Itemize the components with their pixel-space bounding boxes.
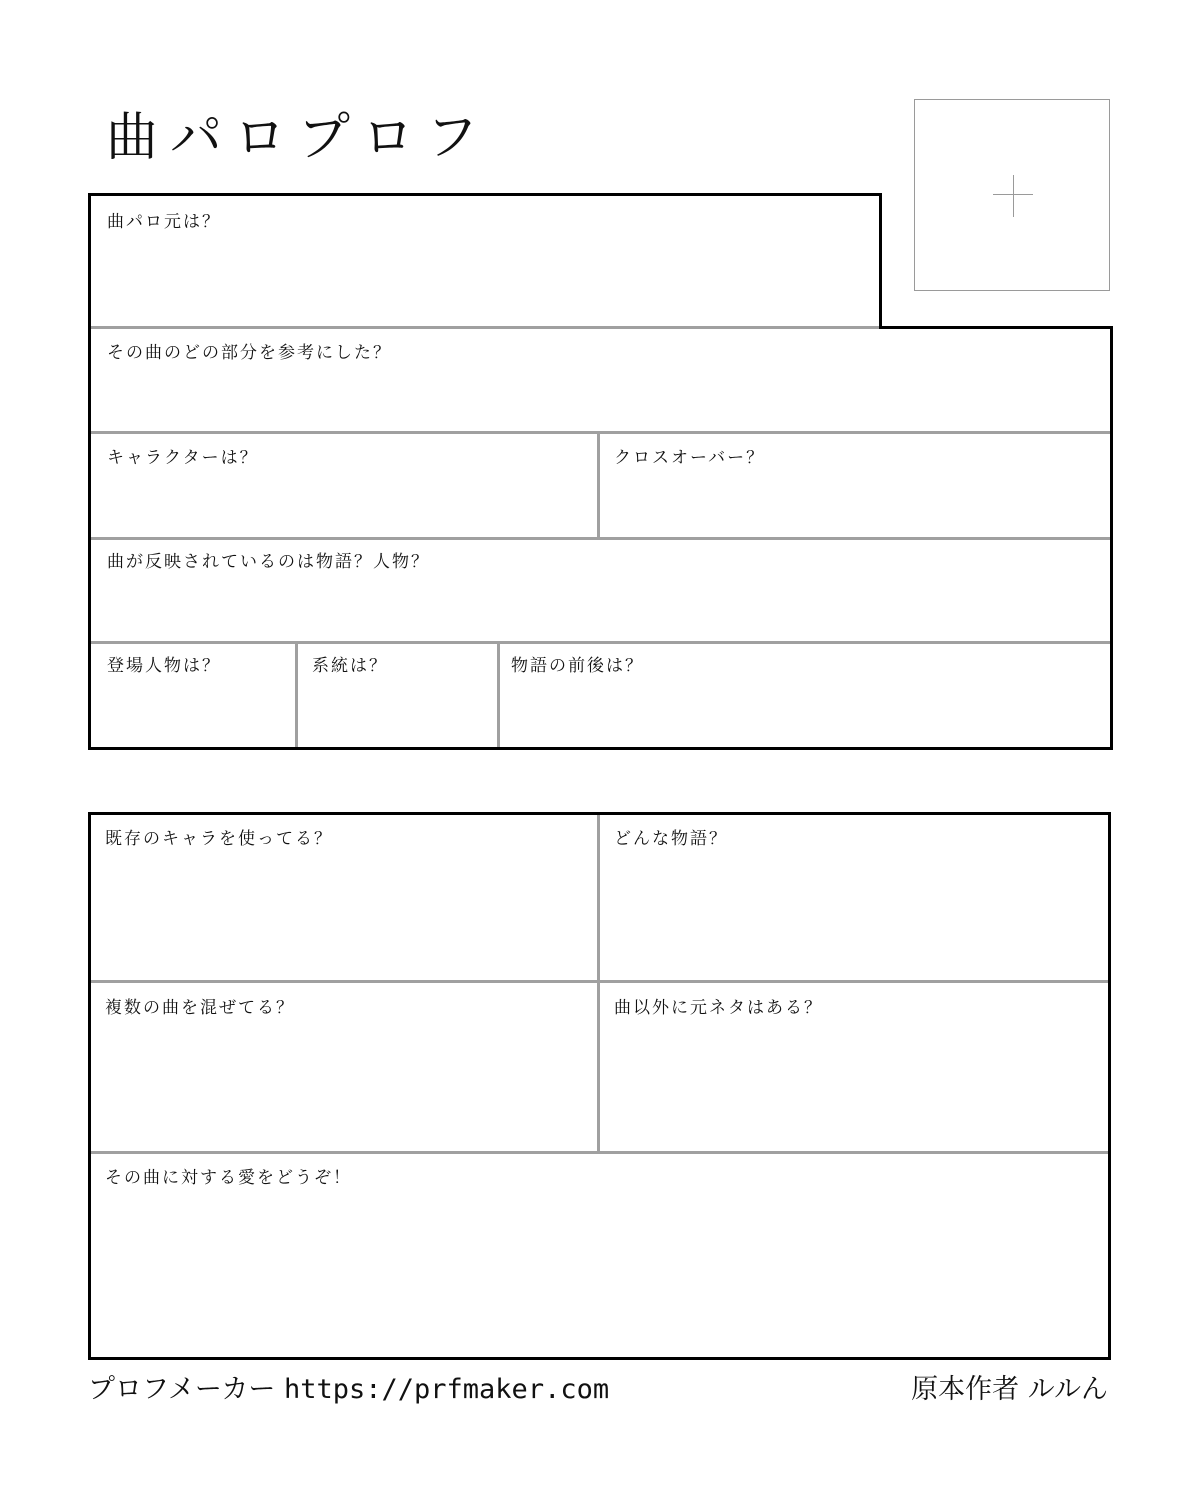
divider — [91, 431, 1110, 434]
field-label-story-type: どんな物語？ — [614, 829, 728, 849]
page-title: 曲パロプロフ — [106, 108, 491, 168]
border — [88, 812, 91, 1360]
field-label-crossover: クロスオーバー？ — [614, 448, 766, 468]
plus-icon-vertical — [1013, 175, 1014, 217]
field-label-existing-characters: 既存のキャラを使ってる？ — [105, 829, 333, 849]
field-label-mixed-songs: 複数の曲を混ぜてる？ — [105, 998, 295, 1018]
footer-maker — [88, 1376, 609, 1403]
divider — [91, 326, 879, 329]
footer-author-label: 原本作者 — [911, 1374, 1020, 1405]
divider — [91, 641, 1110, 644]
border — [879, 193, 882, 329]
footer-maker-url[interactable]: https://prfmaker.com — [283, 1374, 610, 1405]
field-label-genre: 系統は？ — [312, 656, 388, 676]
field-label-cast: 登場人物は？ — [107, 656, 221, 676]
divider — [91, 537, 1110, 540]
field-label-referenced-part: その曲のどの部分を参考にした？ — [107, 343, 392, 363]
field-label-love-for-song: その曲に対する愛をどうぞ！ — [105, 1168, 352, 1188]
divider — [597, 815, 600, 1152]
divider — [91, 980, 1108, 983]
border — [88, 1357, 1111, 1360]
footer-author — [911, 1376, 1108, 1403]
border — [879, 326, 1113, 329]
border — [1108, 812, 1111, 1360]
field-label-story-timing: 物語の前後は？ — [511, 656, 644, 676]
border — [1110, 326, 1113, 750]
border — [88, 193, 91, 750]
field-label-source-song: 曲パロ元は？ — [107, 212, 221, 232]
field-label-other-sources: 曲以外に元ネタはある？ — [614, 998, 823, 1018]
divider — [295, 644, 298, 747]
photo-upload-box[interactable] — [914, 99, 1110, 291]
border — [88, 747, 1113, 750]
footer-author-name: ルルん — [1027, 1374, 1108, 1405]
footer-maker-label: プロフメーカー — [88, 1374, 276, 1405]
border — [88, 193, 882, 196]
field-label-characters: キャラクターは？ — [107, 448, 259, 468]
divider — [91, 1151, 1108, 1154]
divider — [597, 434, 600, 537]
field-label-reflected-in: 曲が反映されているのは物語？人物？ — [107, 552, 430, 572]
divider — [497, 644, 500, 747]
